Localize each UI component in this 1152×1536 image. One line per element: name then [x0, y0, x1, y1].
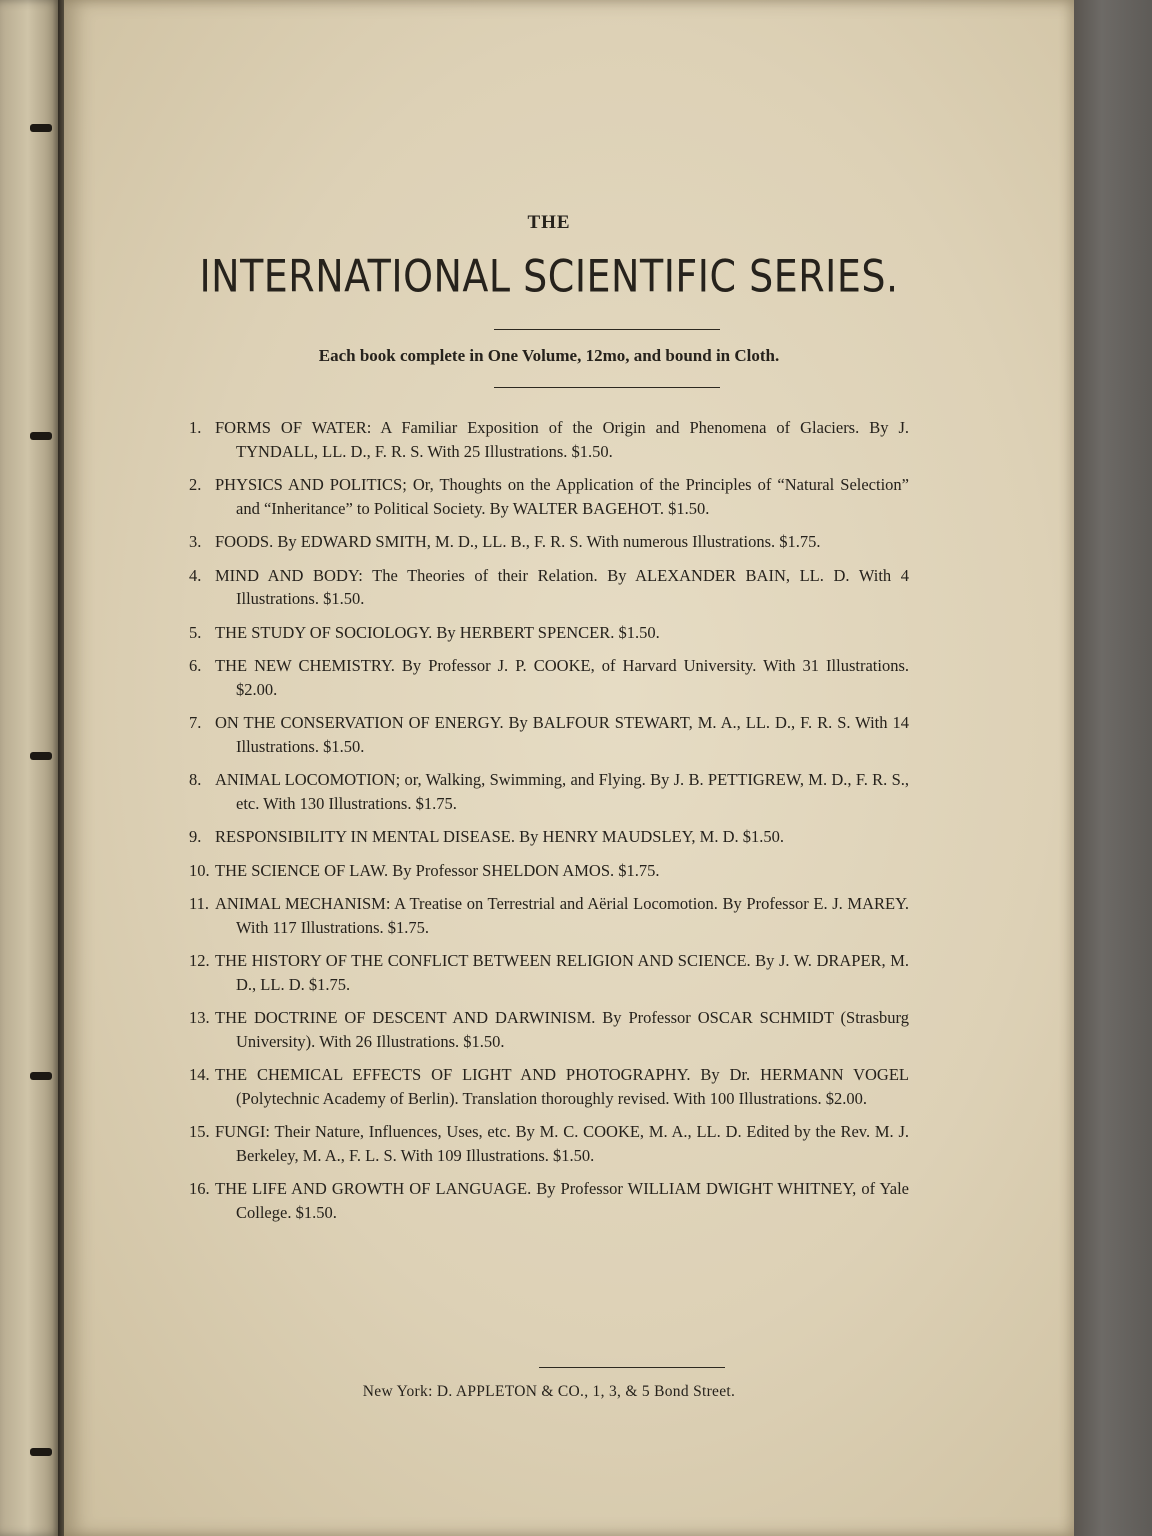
entry-text: MIND AND BODY: The Theories of their Relation. By ALEXANDER BAIN, LL. D. With 4 Illustrations. $1.50. — [215, 565, 909, 608]
list-item — [189, 768, 909, 815]
series-description: Each book complete in One Volume, 12mo, and bound in Cloth. — [318, 346, 780, 365]
entry-number: 2. — [189, 475, 202, 494]
list-item — [189, 892, 909, 939]
entry-text: ANIMAL LOCOMOTION; or, Walking, Swimming, and Flying. By J. B. PETTIGREW, M. D., F. R. S., etc. With 130 Illustrations. $1.75. — [215, 770, 909, 813]
list-item — [189, 825, 909, 849]
entry-text: FUNGI: Their Nature, Influences, Uses, etc. By M. C. COOKE, M. A., LL. D. Edited by the Rev. M. J. Berkeley, M. A., F. L. S. With 109 Illustrations. $1.50. — [215, 1122, 909, 1165]
entry-number: 1. — [189, 418, 202, 437]
entry-number: 10. — [189, 860, 210, 880]
entry-number: 12. — [189, 951, 210, 970]
entry-number: 5. — [189, 622, 202, 642]
entry-text: RESPONSIBILITY IN MENTAL DISEASE. By HENRY MAUDSLEY, M. D. $1.50. — [215, 827, 785, 846]
list-item — [189, 564, 909, 611]
list-item — [189, 654, 909, 701]
list-item — [189, 1006, 909, 1053]
entry-number: 13. — [189, 1008, 210, 1027]
entry-text: ON THE CONSERVATION OF ENERGY. By BALFOUR STEWART, M. A., LL. D., F. R. S. With 14 Illustrations. $1.50. — [215, 713, 909, 756]
list-item — [189, 530, 909, 554]
book-list — [189, 416, 909, 1234]
entry-number: 8. — [189, 770, 202, 789]
entry-number: 6. — [189, 656, 202, 675]
entry-number: 11. — [189, 894, 210, 913]
entry-number: 3. — [189, 532, 202, 551]
entry-text: THE NEW CHEMISTRY. By Professor J. P. COOKE, of Harvard University. With 31 Illustrations. $2.00. — [215, 656, 909, 699]
title-kicker: THE — [527, 212, 571, 233]
binding-hole — [30, 1072, 52, 1080]
entry-text: THE LIFE AND GROWTH OF LANGUAGE. By Professor WILLIAM DWIGHT WHITNEY, of Yale College. $1.50. — [215, 1179, 909, 1222]
entry-text: THE SCIENCE OF LAW. By Professor SHELDON AMOS. $1.75. — [215, 860, 660, 880]
bottom-rule — [539, 1367, 725, 1368]
entry-number: 15. — [189, 1122, 210, 1141]
binding-hole — [30, 752, 52, 760]
publisher-imprint: New York: D. APPLETON & CO., 1, 3, & 5 Bond Street. — [362, 1383, 736, 1400]
list-item — [189, 621, 909, 645]
entry-number: 16. — [189, 1179, 210, 1198]
book-page — [64, 0, 1074, 1536]
list-item — [189, 859, 909, 883]
binding-hole — [30, 432, 52, 440]
background-surface — [1068, 0, 1152, 1536]
list-item — [189, 949, 909, 996]
list-item — [189, 1120, 909, 1167]
subtitle-rule — [494, 387, 720, 388]
entry-text: THE HISTORY OF THE CONFLICT BETWEEN RELIGION AND SCIENCE. By J. W. DRAPER, M. D., LL. D. $1.75. — [215, 951, 909, 994]
list-item — [189, 473, 909, 520]
list-item — [189, 1177, 909, 1224]
entry-number: 9. — [189, 827, 202, 846]
entry-text: THE CHEMICAL EFFECTS OF LIGHT AND PHOTOGRAPHY. By Dr. HERMANN VOGEL (Polytechnic Academy of Berlin). Translation thoroughly revised. With 100 Illustrations. $2.00. — [215, 1065, 909, 1108]
entry-text: THE STUDY OF SOCIOLOGY. By HERBERT SPENCER. $1.50. — [215, 622, 660, 642]
entry-text: FORMS OF WATER: A Familiar Exposition of the Origin and Phenomena of Glaciers. By J. TYNDALL, LL. D., F. R. S. With 25 Illustrations. $1.50. — [215, 418, 909, 461]
list-item — [189, 711, 909, 758]
entry-number: 14. — [189, 1065, 210, 1084]
entry-text: ANIMAL MECHANISM: A Treatise on Terrestrial and Aërial Locomotion. By Professor E. J. MAREY. With 117 Illustrations. $1.75. — [215, 894, 909, 937]
facing-page-edge — [0, 0, 62, 1536]
entry-number: 4. — [189, 565, 202, 585]
binding-hole — [30, 1448, 52, 1456]
entry-text: THE DOCTRINE OF DESCENT AND DARWINISM. By Professor OSCAR SCHMIDT (Strasburg University). With 26 Illustrations. $1.50. — [215, 1008, 909, 1051]
entry-text: PHYSICS AND POLITICS; Or, Thoughts on the Application of the Principles of “Natural Selection” and “Inheritance” to Political Society. By WALTER BAGEHOT. $1.50. — [215, 475, 909, 518]
list-item — [189, 1063, 909, 1110]
list-item — [189, 416, 909, 463]
top-rule — [494, 329, 720, 330]
page-title: INTERNATIONAL SCIENTIFIC SERIES. — [199, 250, 899, 302]
binding-hole — [30, 124, 52, 132]
entry-number: 7. — [189, 713, 202, 732]
entry-text: FOODS. By EDWARD SMITH, M. D., LL. B., F. R. S. With numerous Illustrations. $1.75. — [215, 532, 821, 551]
